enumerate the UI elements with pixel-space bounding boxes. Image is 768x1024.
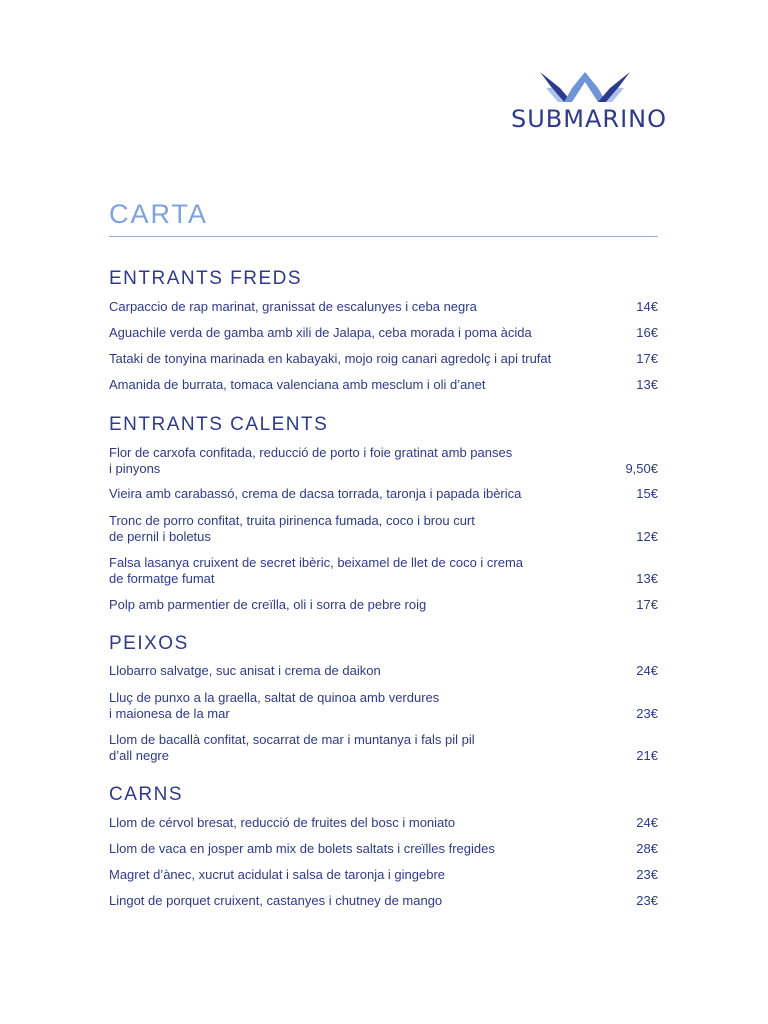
brand-logo — [510, 68, 667, 134]
section-title: CARNS — [109, 784, 184, 805]
menu-item-description: Falsa lasanya cruixent de secret ibèric, beixamel de llet de coco i crema de formatge fumat — [109, 555, 524, 586]
menu-item-price: 21€ — [636, 748, 658, 763]
menu-item — [109, 486, 658, 502]
menu-item-price: 17€ — [636, 597, 658, 612]
menu-item-price: 24€ — [636, 815, 658, 830]
menu-item — [109, 325, 658, 341]
menu-item — [109, 893, 658, 909]
menu-item — [109, 555, 658, 587]
section-title: ENTRANTS CALENTS — [109, 414, 329, 435]
menu-item-description: Amanida de burrata, tomaca valenciana amb mesclum i oli d’anet — [109, 377, 486, 392]
menu-item-price: 16€ — [636, 325, 658, 340]
menu-item-price: 13€ — [636, 571, 658, 586]
menu-item-price: 23€ — [636, 706, 658, 721]
menu-item — [109, 351, 658, 367]
menu-item — [109, 815, 658, 831]
menu-item-price: 9,50€ — [625, 461, 658, 476]
menu-item-description: Flor de carxofa confitada, reducció de porto i foie gratinat amb panses i pinyons — [109, 445, 513, 476]
menu-item-price: 12€ — [636, 529, 658, 544]
menu-item-description: Llobarro salvatge, suc anisat i crema de daikon — [109, 663, 381, 678]
menu-item-price: 13€ — [636, 377, 658, 392]
menu-item — [109, 445, 658, 477]
menu-item-description: Aguachile verda de gamba amb xili de Jalapa, ceba morada i poma àcida — [109, 325, 532, 340]
menu-item — [109, 377, 658, 393]
menu-item — [109, 663, 658, 679]
menu-item-description: Tataki de tonyina marinada en kabayaki, mojo roig canari agredolç i api trufat — [109, 351, 552, 366]
menu-item-price: 15€ — [636, 486, 658, 501]
menu-item-description: Llom de bacallà confitat, socarrat de mar i muntanya i fals pil pil d’all negre — [109, 732, 475, 763]
brand-name: SUBMARINO — [511, 105, 667, 133]
menu-item-price: 14€ — [636, 299, 658, 314]
section-title: PEIXOS — [109, 633, 189, 654]
menu-item — [109, 513, 658, 545]
menu-item-description: Llom de cérvol bresat, reducció de fruites del bosc i moniato — [109, 815, 456, 830]
menu-item — [109, 841, 658, 857]
menu-item — [109, 299, 658, 315]
menu-item-description: Llom de vaca en josper amb mix de bolets saltats i creïlles fregides — [109, 841, 495, 856]
menu-item-description: Polp amb parmentier de creïlla, oli i sorra de pebre roig — [109, 597, 427, 612]
menu-item — [109, 732, 658, 764]
menu-item-description: Vieira amb carabassó, crema de dacsa torrada, taronja i papada ibèrica — [109, 486, 522, 501]
menu-item — [109, 867, 658, 883]
menu-item-description: Lingot de porquet cruixent, castanyes i chutney de mango — [109, 893, 443, 908]
section-title: ENTRANTS FREDS — [109, 268, 303, 289]
menu-item-price: 23€ — [636, 893, 658, 908]
title-divider — [109, 236, 658, 237]
menu-item — [109, 597, 658, 613]
menu-item-price: 23€ — [636, 867, 658, 882]
menu-item — [109, 690, 658, 722]
menu-item-description: Magret d’ànec, xucrut acidulat i salsa de taronja i gingebre — [109, 867, 446, 882]
menu-item-description: Carpaccio de rap marinat, granissat de escalunyes i ceba negra — [109, 299, 477, 314]
menu-item-price: 28€ — [636, 841, 658, 856]
menu-item-description: Tronc de porro confitat, truita pirinenca fumada, coco i brou curt de pernil i boletus — [109, 513, 475, 544]
menu-item-description: Lluç de punxo a la graella, saltat de quinoa amb verdures i maionesa de la mar — [109, 690, 440, 721]
logo-waves-icon — [538, 68, 632, 102]
menu-item-price: 17€ — [636, 351, 658, 366]
menu-item-price: 24€ — [636, 663, 658, 678]
page-title: CARTA — [109, 199, 209, 229]
